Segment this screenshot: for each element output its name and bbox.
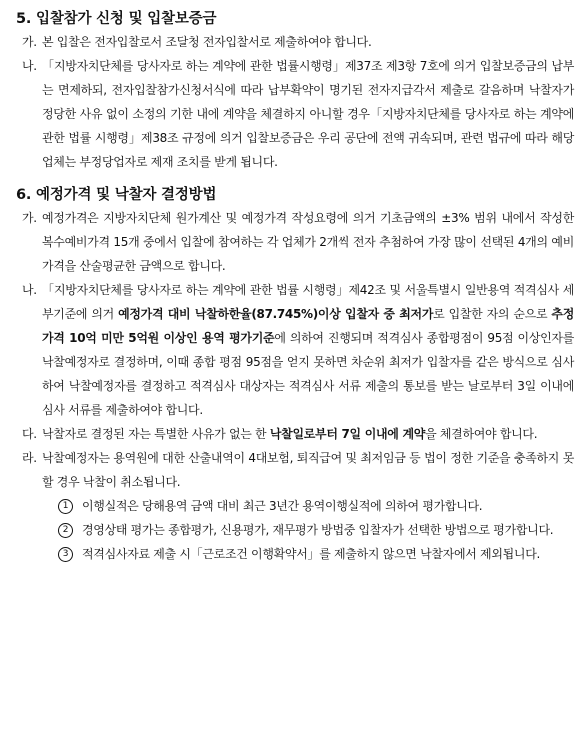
item-text: 예정가격은 지방자치단체 원가계산 및 예정가격 작성요령에 의거 기초금액의 ±3% 범위 내에서 작성한 복수예비가격 15개 중에서 입찰에 참여하는 각 업체가 2개씩 전자 추첨하여 가장 많이 선택된 4개의 예비가격을 산술평균한 금액으로 합니다. <box>42 211 574 273</box>
item-marker: 가. <box>22 35 37 49</box>
section-6-title: 6. 예정가격 및 낙찰자 결정방법 <box>16 187 217 203</box>
text-run: 에 의하여 진행되며 적격심사 종합평점이 95점 이상인자를 낙찰예정자로 결정하며, 이때 종합 평점 95점을 얻지 못하면 차순위 최저가 입찰자를 같은 방식으로 심사하여 낙찰예정자를 결정하고 적격심사 대상자는 적격심사 서류 제출의 통보를 받는 날로부터 3일 이내에 심사 서류를 제출하여야 합니다. <box>42 331 574 417</box>
item-marker: 라. <box>22 451 37 465</box>
text-run: 을 체결하여야 합니다. <box>425 427 538 441</box>
item-marker: 가. <box>22 211 37 225</box>
subitem-text: 경영상태 평가는 종합평가, 신용평가, 재무평가 방법중 입찰자가 선택한 방법으로 평가합니다. <box>82 523 554 537</box>
bold-text-run: 추정가격 10억 미만 5억원 이상인 용역 평가기준 <box>42 307 574 345</box>
section-6-item-da <box>16 422 574 446</box>
section-6-item-na <box>16 278 574 422</box>
item-marker: 다. <box>22 427 37 441</box>
text-run: 「지방자치단체를 당사자로 하는 계약에 관한 법률 시행령」제42조 및 서울특별시 일반용역 적격심사 세부기준에 의거 <box>42 283 574 321</box>
item-marker: 나. <box>22 283 37 297</box>
circled-number: 2 <box>58 523 73 538</box>
section-6-item-ga <box>16 206 574 278</box>
subitem-text: 적격심사자료 제출 시「근로조건 이행확약서」를 제출하지 않으면 낙찰자에서 제외됩니다. <box>82 547 541 561</box>
circled-number: 3 <box>58 547 73 562</box>
item-text <box>42 278 574 422</box>
subitem-text: 이행실적은 당해용역 금액 대비 최근 3년간 용역이행실적에 의하여 평가합니다. <box>82 499 483 513</box>
bold-text-run: 낙찰일로부터 7일 이내에 계약 <box>269 427 426 441</box>
item-text: 낙찰예정자는 용역원에 대한 산출내역이 4대보험, 퇴직급여 및 최저임금 등 법이 정한 기준을 충족하지 못할 경우 낙찰이 취소됩니다. <box>42 451 574 489</box>
section-5-title: 5. 입찰참가 신청 및 입찰보증금 <box>16 11 217 27</box>
bold-text-run: 예정가격 대비 낙찰하한율(87.745%)이상 입찰자 중 최저가 <box>118 307 434 321</box>
circled-number: 1 <box>58 499 73 514</box>
text-run: 로 입찰한 자의 순으로 <box>433 307 552 321</box>
section-5-item-ga <box>16 30 574 54</box>
item-text: 「지방자치단체를 당사자로 하는 계약에 관한 법률시행령」제37조 제3항 7호에 의거 입찰보증금의 납부는 면제하되, 전자입찰참가신청서식에 따라 납부확약이 명기된 전자지급각서 제출로 갈음하며 낙찰자가 정당한 사유 없이 소정의 기한 내에 계약을 체결하지 아니할 경우「지방자치단체를 당사자로 하는 계약에 관한 법률 시행령」제38조 규정에 의거 입찰보증금은 우리 공단에 전액 귀속되며, 관련 법규에 따라 해당 업체는 부정당업자로 제재 조치를 받게 됩니다. <box>42 59 574 169</box>
item-text <box>42 422 574 446</box>
item-text: 본 입찰은 전자입찰로서 조달청 전자입찰서로 제출하여야 합니다. <box>42 35 372 49</box>
text-run: 낙찰자로 결정된 자는 특별한 사유가 없는 한 <box>42 427 270 441</box>
section-6-subitem-2 <box>58 518 574 542</box>
section-6-subitem-3 <box>58 542 574 566</box>
section-6-item-ra <box>16 446 574 494</box>
section-6-subitem-1 <box>58 494 574 518</box>
section-5-item-na <box>16 54 574 174</box>
item-marker: 나. <box>22 59 37 73</box>
